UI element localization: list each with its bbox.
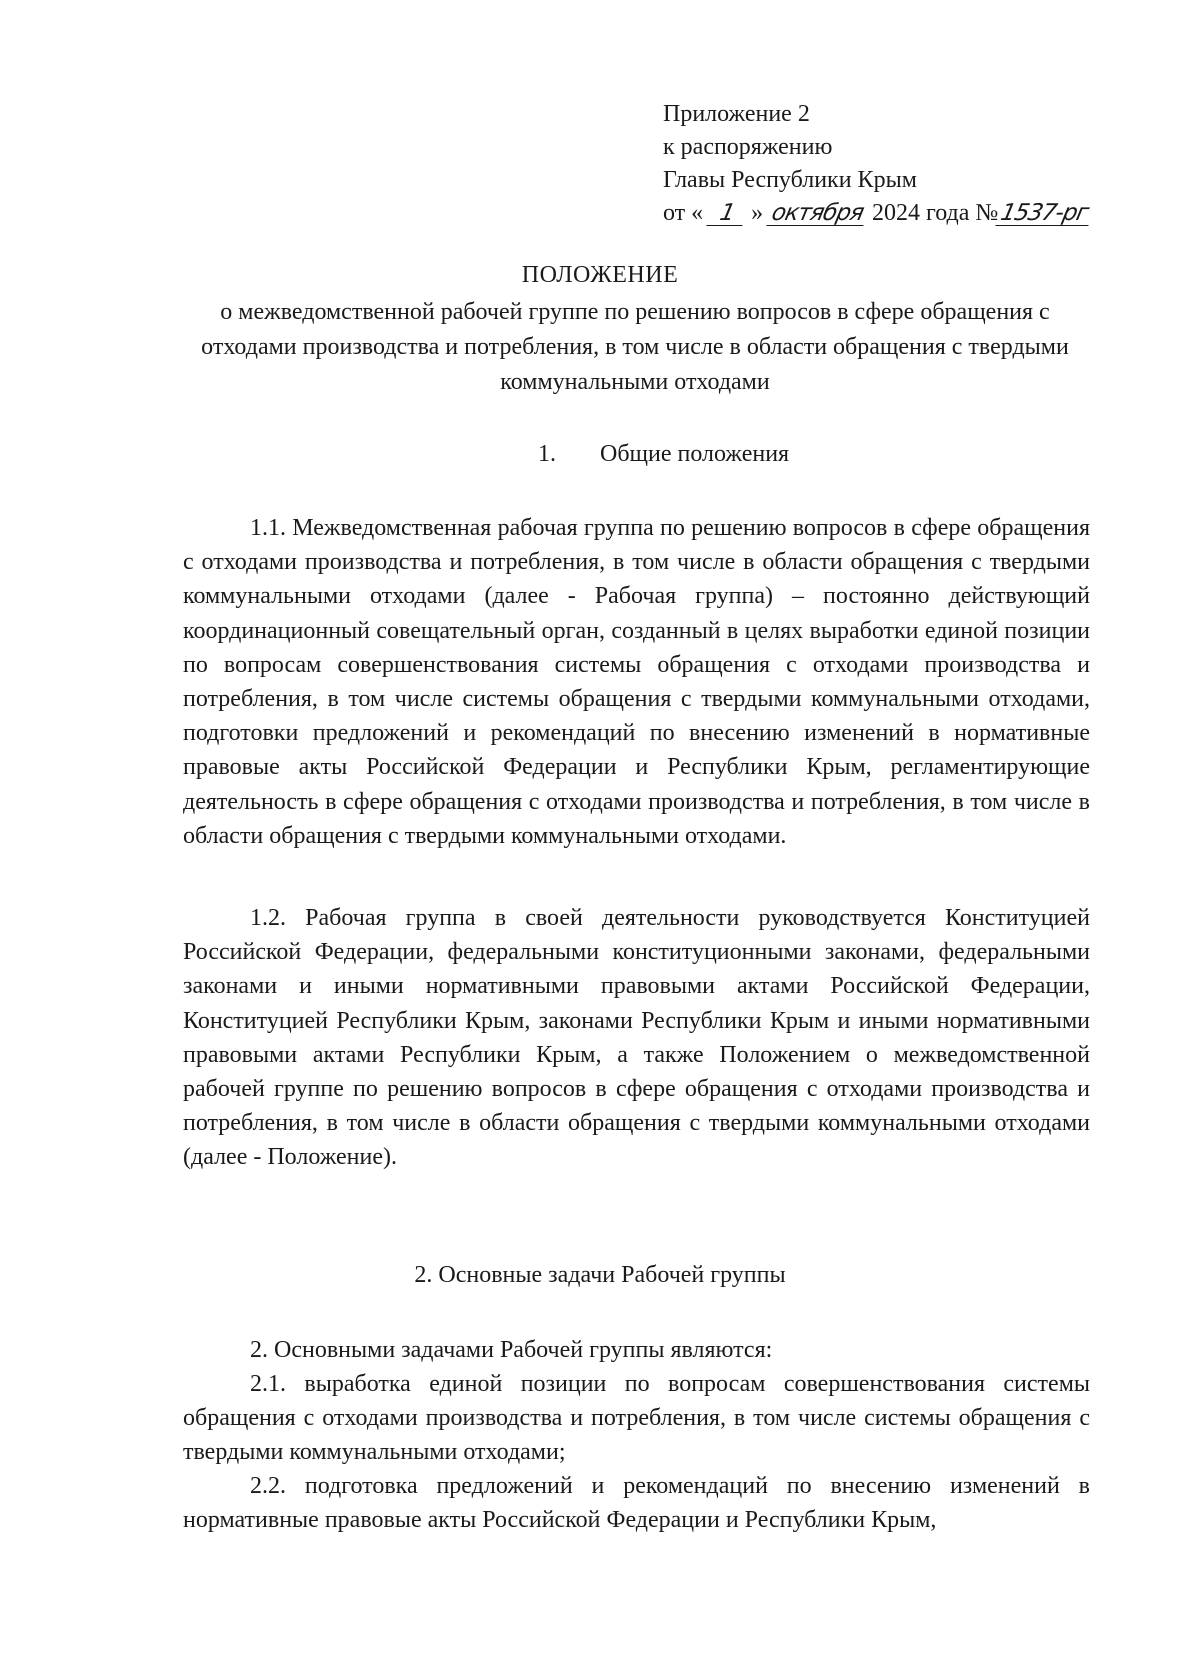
paragraph-1-2: 1.2. Рабочая группа в своей деятельности руководствуется Конституцией Российской Федерации, федеральными конституционными законами, федеральными законами и иными нормативными правовыми актами Российской Федерации, Конституцией Республики Крым, законами Республики Крым и иными нормативными правовыми актами Республики Крым, а также Положением о межведомственной рабочей группе по решению вопросов в сфере обращения с отходами производства и потребления, в том числе в области обращения с твердыми коммунальными отходами (далее - Положение). [183, 905, 1090, 1171]
date-mid: » [751, 200, 764, 226]
date-prefix: от « [663, 200, 704, 226]
document-subtitle: о межведомственной рабочей группе по решению вопросов в сфере обращения с отходами производства и потребления, в том числе в области обращения с твердыми коммунальными отходами [201, 299, 1069, 395]
paragraph-1-1: 1.1. Межведомственная рабочая группа по решению вопросов в сфере обращения с отходами производства и потребления, в том числе в области обращения с твердыми коммунальными отходами (далее - Рабочая группа) – постоянно действующий координационный совещательный орган, созданный в целях выработки единой позиции по вопросам совершенствования системы обращения с отходами производства и потребления, в том числе системы обращения с твердыми коммунальными отходами, подготовки предложений и рекомендаций по внесению изменений в нормативные правовые акты Российской Федерации и Республики Крым, регламентирующие деятельность в сфере обращения с отходами производства и потребления, в том числе в области обращения с твердыми коммунальными отходами. [183, 515, 1090, 849]
handwritten-day: 1 [707, 201, 748, 226]
appendix-line-2: к распоряжению [663, 134, 833, 160]
appendix-block [663, 98, 1091, 230]
appendix-line-3: Главы Республики Крым [663, 167, 917, 193]
section-2-heading: 2. Основные задачи Рабочей группы [414, 1262, 786, 1288]
appendix-date-line [663, 197, 1091, 230]
handwritten-month: октября [767, 201, 869, 226]
appendix-line-1: Приложение 2 [663, 101, 810, 127]
date-year: 2024 года № [872, 200, 999, 226]
paragraph-2-1: 2.1. выработка единой позиции по вопросам совершенствования системы обращения с отходами производства и потребления, в том числе системы обращения с твердыми коммунальными отходами; [183, 1371, 1090, 1466]
handwritten-doc-number: 1537-рг [996, 201, 1094, 226]
paragraph-2-2: 2.2. подготовка предложений и рекомендаций по внесению изменений в нормативные правовые акты Российской Федерации и Республики Крым, [183, 1473, 1090, 1534]
paragraph-2: 2. Основными задачами Рабочей группы являются: [250, 1337, 773, 1363]
section-1-number: 1. [538, 441, 556, 467]
section-1-heading [538, 441, 789, 468]
section-1-title: Общие положения [600, 441, 790, 467]
document-title: ПОЛОЖЕНИЕ [521, 262, 679, 288]
